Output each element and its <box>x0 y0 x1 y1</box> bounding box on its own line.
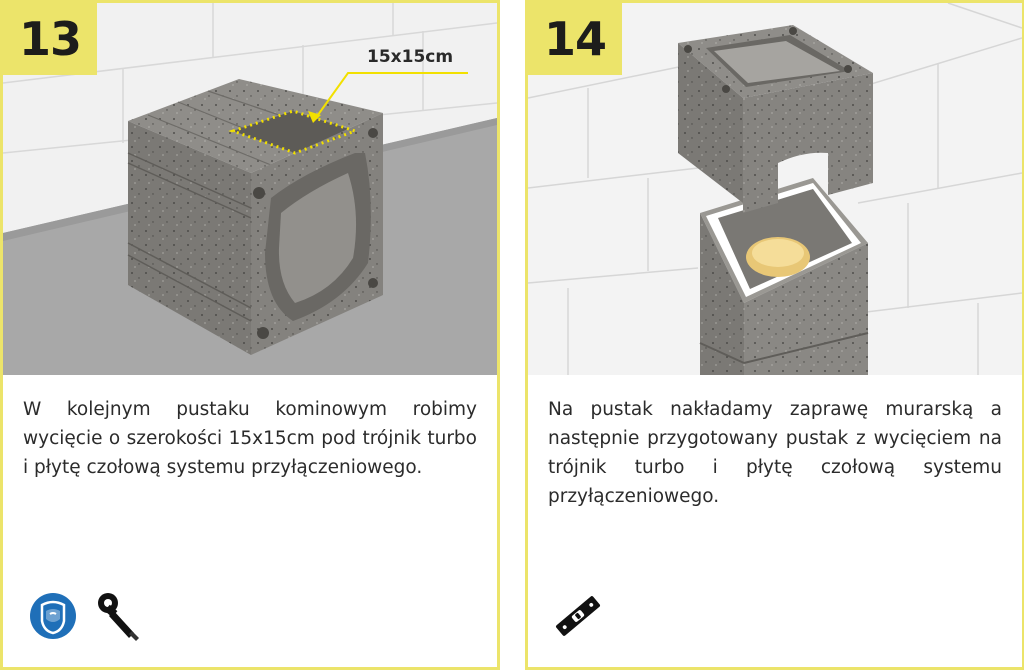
angle-grinder-icon <box>91 589 143 643</box>
spirit-level-icon <box>552 589 604 643</box>
step-description: W kolejnym pustaku kominowym robimy wycięcie o szerokości 15x15cm pod trójnik turbo i płytę czołową systemu przyłączeniowego. <box>23 399 477 478</box>
step-number-badge: 13 <box>3 3 97 75</box>
required-tools <box>552 589 604 643</box>
step-description: Na pustak nakładamy zaprawę murarską a następnie przygotowany pustak z wycięciem na trójnik turbo i płytę czołową systemu przyłączeniowego. <box>548 399 1002 507</box>
face-shield-icon <box>27 589 79 643</box>
dimension-label: 15x15cm <box>367 47 454 67</box>
step-card-14 <box>525 0 1024 670</box>
step-card-13 <box>0 0 500 670</box>
step-number-badge: 14 <box>528 3 622 75</box>
required-tools <box>27 589 143 643</box>
